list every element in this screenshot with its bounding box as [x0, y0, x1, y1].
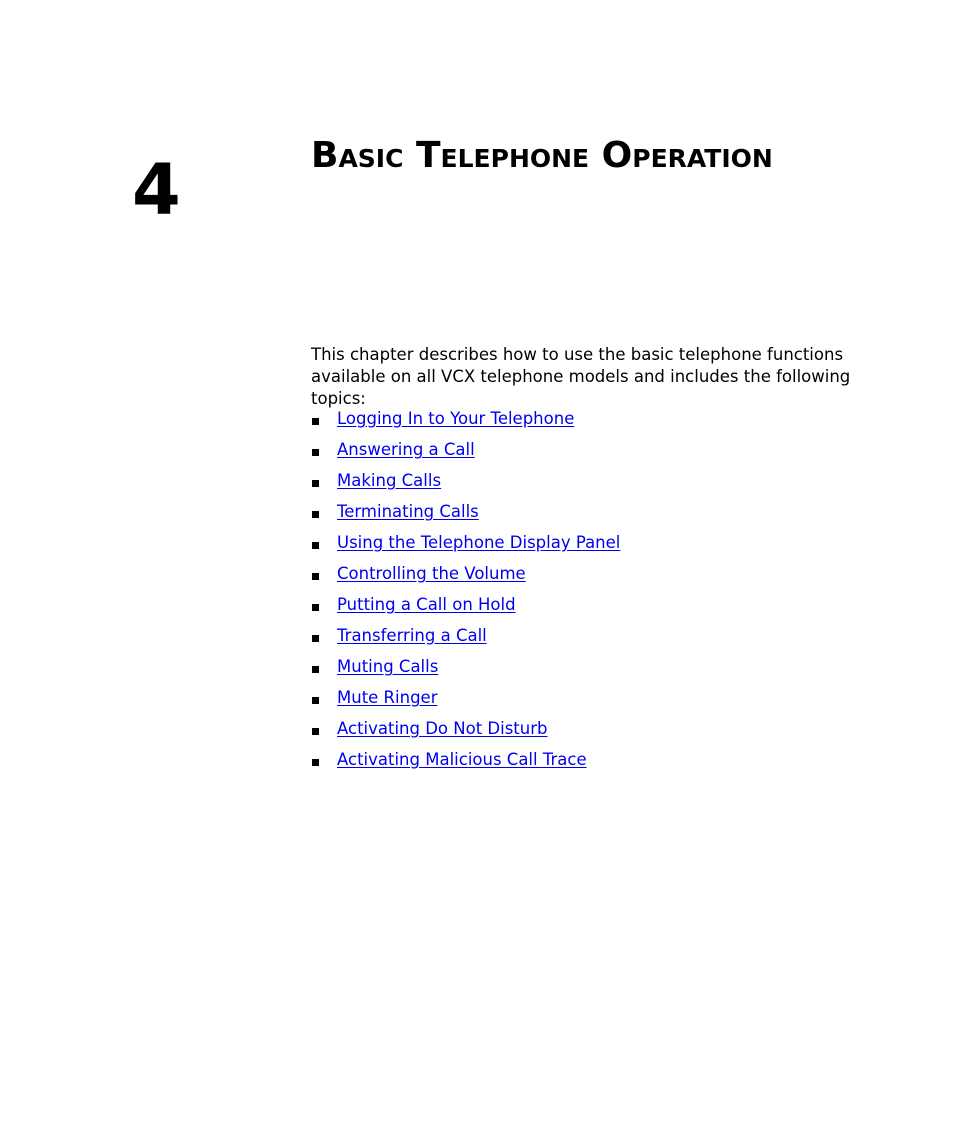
bullet-icon	[312, 573, 319, 580]
topic-link-call-on-hold[interactable]: Putting a Call on Hold	[337, 595, 516, 614]
chapter-number: 4	[132, 149, 181, 231]
topic-link-answering-a-call[interactable]: Answering a Call	[337, 440, 475, 459]
bullet-icon	[312, 604, 319, 611]
list-item	[311, 717, 620, 748]
bullet-icon	[312, 418, 319, 425]
topic-link-logging-in[interactable]: Logging In to Your Telephone	[337, 409, 575, 428]
topic-link-transferring-a-call[interactable]: Transferring a Call	[337, 626, 487, 645]
topic-link-do-not-disturb[interactable]: Activating Do Not Disturb	[337, 719, 548, 738]
chapter-intro: This chapter describes how to use the basic telephone functions available on all VCX telephone models and includes the following topics:	[311, 345, 851, 408]
topic-link-muting-calls[interactable]: Muting Calls	[337, 657, 439, 676]
bullet-icon	[312, 666, 319, 673]
topic-link-display-panel[interactable]: Using the Telephone Display Panel	[337, 533, 621, 552]
list-item	[311, 593, 620, 624]
bullet-icon	[312, 480, 319, 487]
topic-link-making-calls[interactable]: Making Calls	[337, 471, 442, 490]
list-item	[311, 562, 620, 593]
list-item	[311, 500, 620, 531]
bullet-icon	[312, 697, 319, 704]
chapter-title: Basic Telephone Operation	[311, 135, 773, 176]
list-item	[311, 686, 620, 717]
topic-link-malicious-call-trace[interactable]: Activating Malicious Call Trace	[337, 750, 587, 769]
bullet-icon	[312, 635, 319, 642]
list-item	[311, 469, 620, 500]
list-item	[311, 531, 620, 562]
bullet-icon	[312, 542, 319, 549]
bullet-icon	[312, 759, 319, 766]
topic-link-terminating-calls[interactable]: Terminating Calls	[337, 502, 479, 521]
list-item	[311, 407, 620, 438]
topic-link-mute-ringer[interactable]: Mute Ringer	[337, 688, 438, 707]
bullet-icon	[312, 728, 319, 735]
list-item	[311, 438, 620, 469]
bullet-icon	[312, 511, 319, 518]
list-item	[311, 655, 620, 686]
list-item	[311, 748, 620, 779]
topic-link-controlling-volume[interactable]: Controlling the Volume	[337, 564, 526, 583]
topic-list	[311, 407, 620, 779]
list-item	[311, 624, 620, 655]
bullet-icon	[312, 449, 319, 456]
